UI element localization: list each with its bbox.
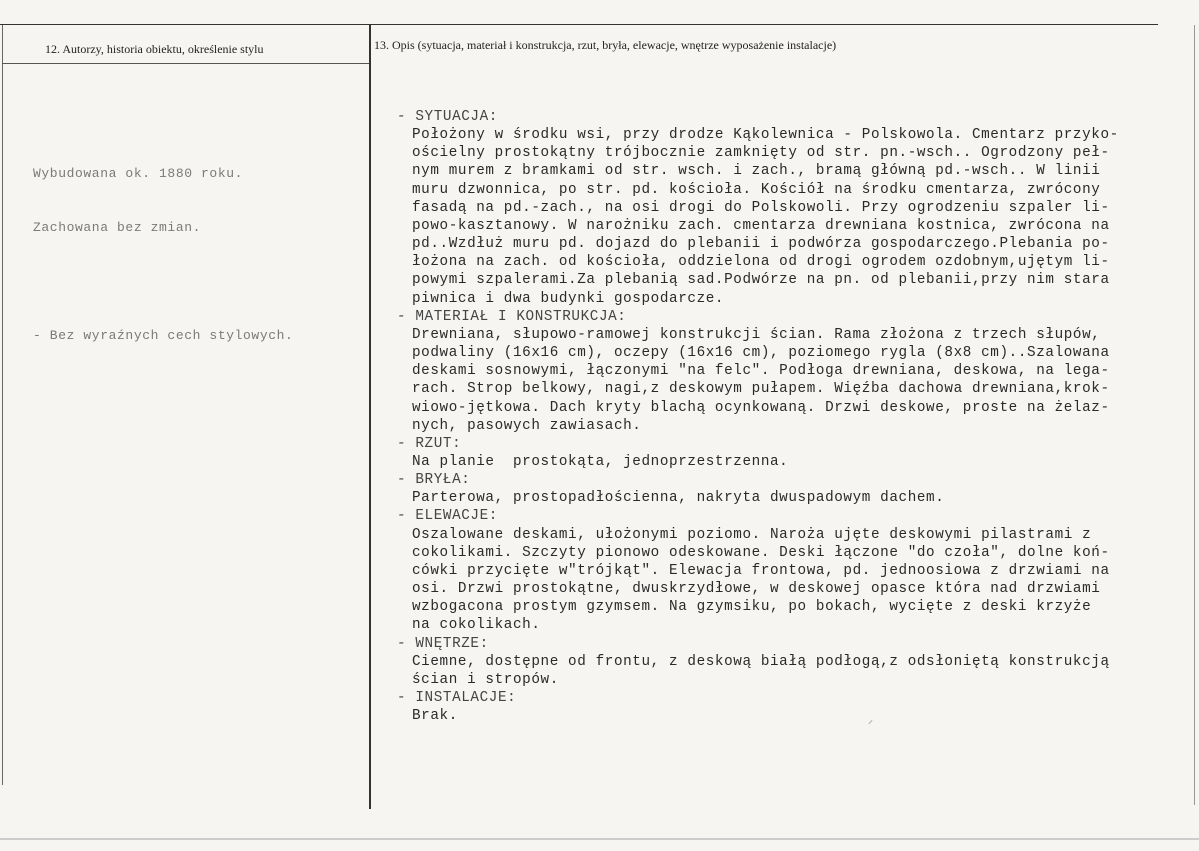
section-heading: - WNĘTRZE:	[397, 635, 489, 652]
section-heading: - MATERIAŁ I KONSTRUKCJA:	[397, 308, 627, 325]
section-line: podwaliny (16x16 cm), oczepy (16x16 cm), poziomego rygla (8x8 cm)..Szalowana	[412, 345, 1110, 362]
section-line: Oszalowane deskami, ułożonymi poziomo. Naroża ujęte deskowymi pilastrami z	[412, 526, 1092, 543]
section-line: Parterowa, prostopadłościenna, nakryta dwuspadowym dachem.	[412, 490, 945, 507]
section-line: łożona na zach. od kościoła, oddzielona od drogi ogrodem ozdobnym,ujętym li-	[412, 254, 1110, 271]
section-heading: - INSTALACJE:	[397, 690, 517, 706]
section-line: Położony w środku wsi, przy drodze Kąkolewnica - Polskowola. Cmentarz przyko-	[412, 127, 1119, 144]
section-heading: - BRYŁA:	[397, 472, 471, 489]
section-line: na cokolikach.	[412, 617, 541, 634]
table-right-border	[1194, 25, 1195, 805]
page-bottom-edge	[0, 838, 1199, 840]
section-line: Drewniana, słupowo-ramowej konstrukcji ścian. Rama złożona z trzech słupów,	[412, 326, 1101, 343]
section-line: rach. Strop belkowy, nagi,z deskowym pułapem. Więźba dachowa drewniana,krok-	[412, 381, 1110, 398]
section-heading: - RZUT:	[397, 435, 462, 452]
table-top-border	[0, 24, 1158, 25]
section-line: muru dzwonnica, po str. pd. kościoła. Kościół na środku cmentarza, zwrócony	[412, 181, 1101, 198]
section-heading: - ELEWACJE:	[397, 508, 498, 525]
section-line: wzbogacona prostym gzymsem. Na gzymsiku, po bokach, wycięte z deski krzyże	[412, 599, 1092, 616]
section-line: fasadą na pd.-zach., na osi drogi do Polskowoli. Przy ogrodzeniu szpaler li-	[412, 199, 1110, 216]
section-line: deskami sosnowymi, łączonymi "na felc". Podłoga drewniana, deskowa, na lega-	[412, 363, 1110, 380]
section-line: powo-kasztanowy. W narożniku zach. cmentarza drewniana kostnica, zwrócona na	[412, 217, 1110, 234]
section-line: ścian i stropów.	[412, 671, 559, 688]
section-line: pd..Wzdłuż muru pd. dojazd do plebanii i podwórza gospodarczego.Plebania po-	[412, 236, 1110, 253]
section-line: wiowo-jętkowa. Dach kryty blachą ocynkowaną. Drzwi deskowe, proste na żelaz-	[412, 399, 1110, 416]
section-line: cokolikami. Szczyty pionowo odeskowane. Deski łączone "do czoła", dolne koń-	[412, 544, 1110, 561]
ink-speck: ⸝	[868, 715, 873, 726]
section-line: piwnica i dwa budynki gospodarcze.	[412, 290, 725, 307]
history-line: Zachowana bez zmian.	[33, 220, 202, 235]
section-line: nych, pasowych zawiasach.	[412, 417, 642, 434]
section-line: Brak.	[412, 708, 458, 725]
column-divider	[369, 25, 371, 809]
style-line: - Bez wyraźnych cech stylowych.	[33, 328, 294, 343]
column-12-header: 12. Autorzy, historia obiektu, określenie stylu	[45, 42, 264, 56]
description-text	[397, 108, 1119, 725]
header-separator	[2, 63, 369, 64]
history-text	[33, 129, 293, 363]
table-left-border	[2, 25, 3, 785]
section-line: Na planie prostokąta, jednoprzestrzenna.	[412, 453, 789, 470]
section-line: osi. Drzwi prostokątne, dwuskrzydłowe, w deskowej opasce która nad drzwiami	[412, 581, 1101, 598]
section-line: ościelny prostokątny trójbocznie zamknięty od str. pn.-wsch.. Ogrodzony peł-	[412, 145, 1110, 162]
section-line: Ciemne, dostępne od frontu, z deskową białą podłogą,z odsłoniętą konstrukcją	[412, 653, 1110, 670]
history-line: Wybudowana ok. 1880 roku.	[33, 166, 244, 181]
section-line: cówki przycięte w"trójkąt". Elewacja frontowa, pd. jednoosiowa z drzwiami na	[412, 562, 1110, 579]
section-line: nym murem z bramkami od str. wsch. i zach., bramą główną pd.-wsch.. W linii	[412, 163, 1101, 180]
section-heading: - SYTUACJA:	[397, 109, 498, 125]
section-line: powymi szpalerami.Za plebanią sad.Podwórze na pn. od plebanii,przy nim stara	[412, 272, 1110, 289]
column-13-header: 13. Opis (sytuacja, materiał i konstrukcja, rzut, bryła, elewacje, wnętrze wyposażenie instalacje)	[374, 38, 837, 52]
